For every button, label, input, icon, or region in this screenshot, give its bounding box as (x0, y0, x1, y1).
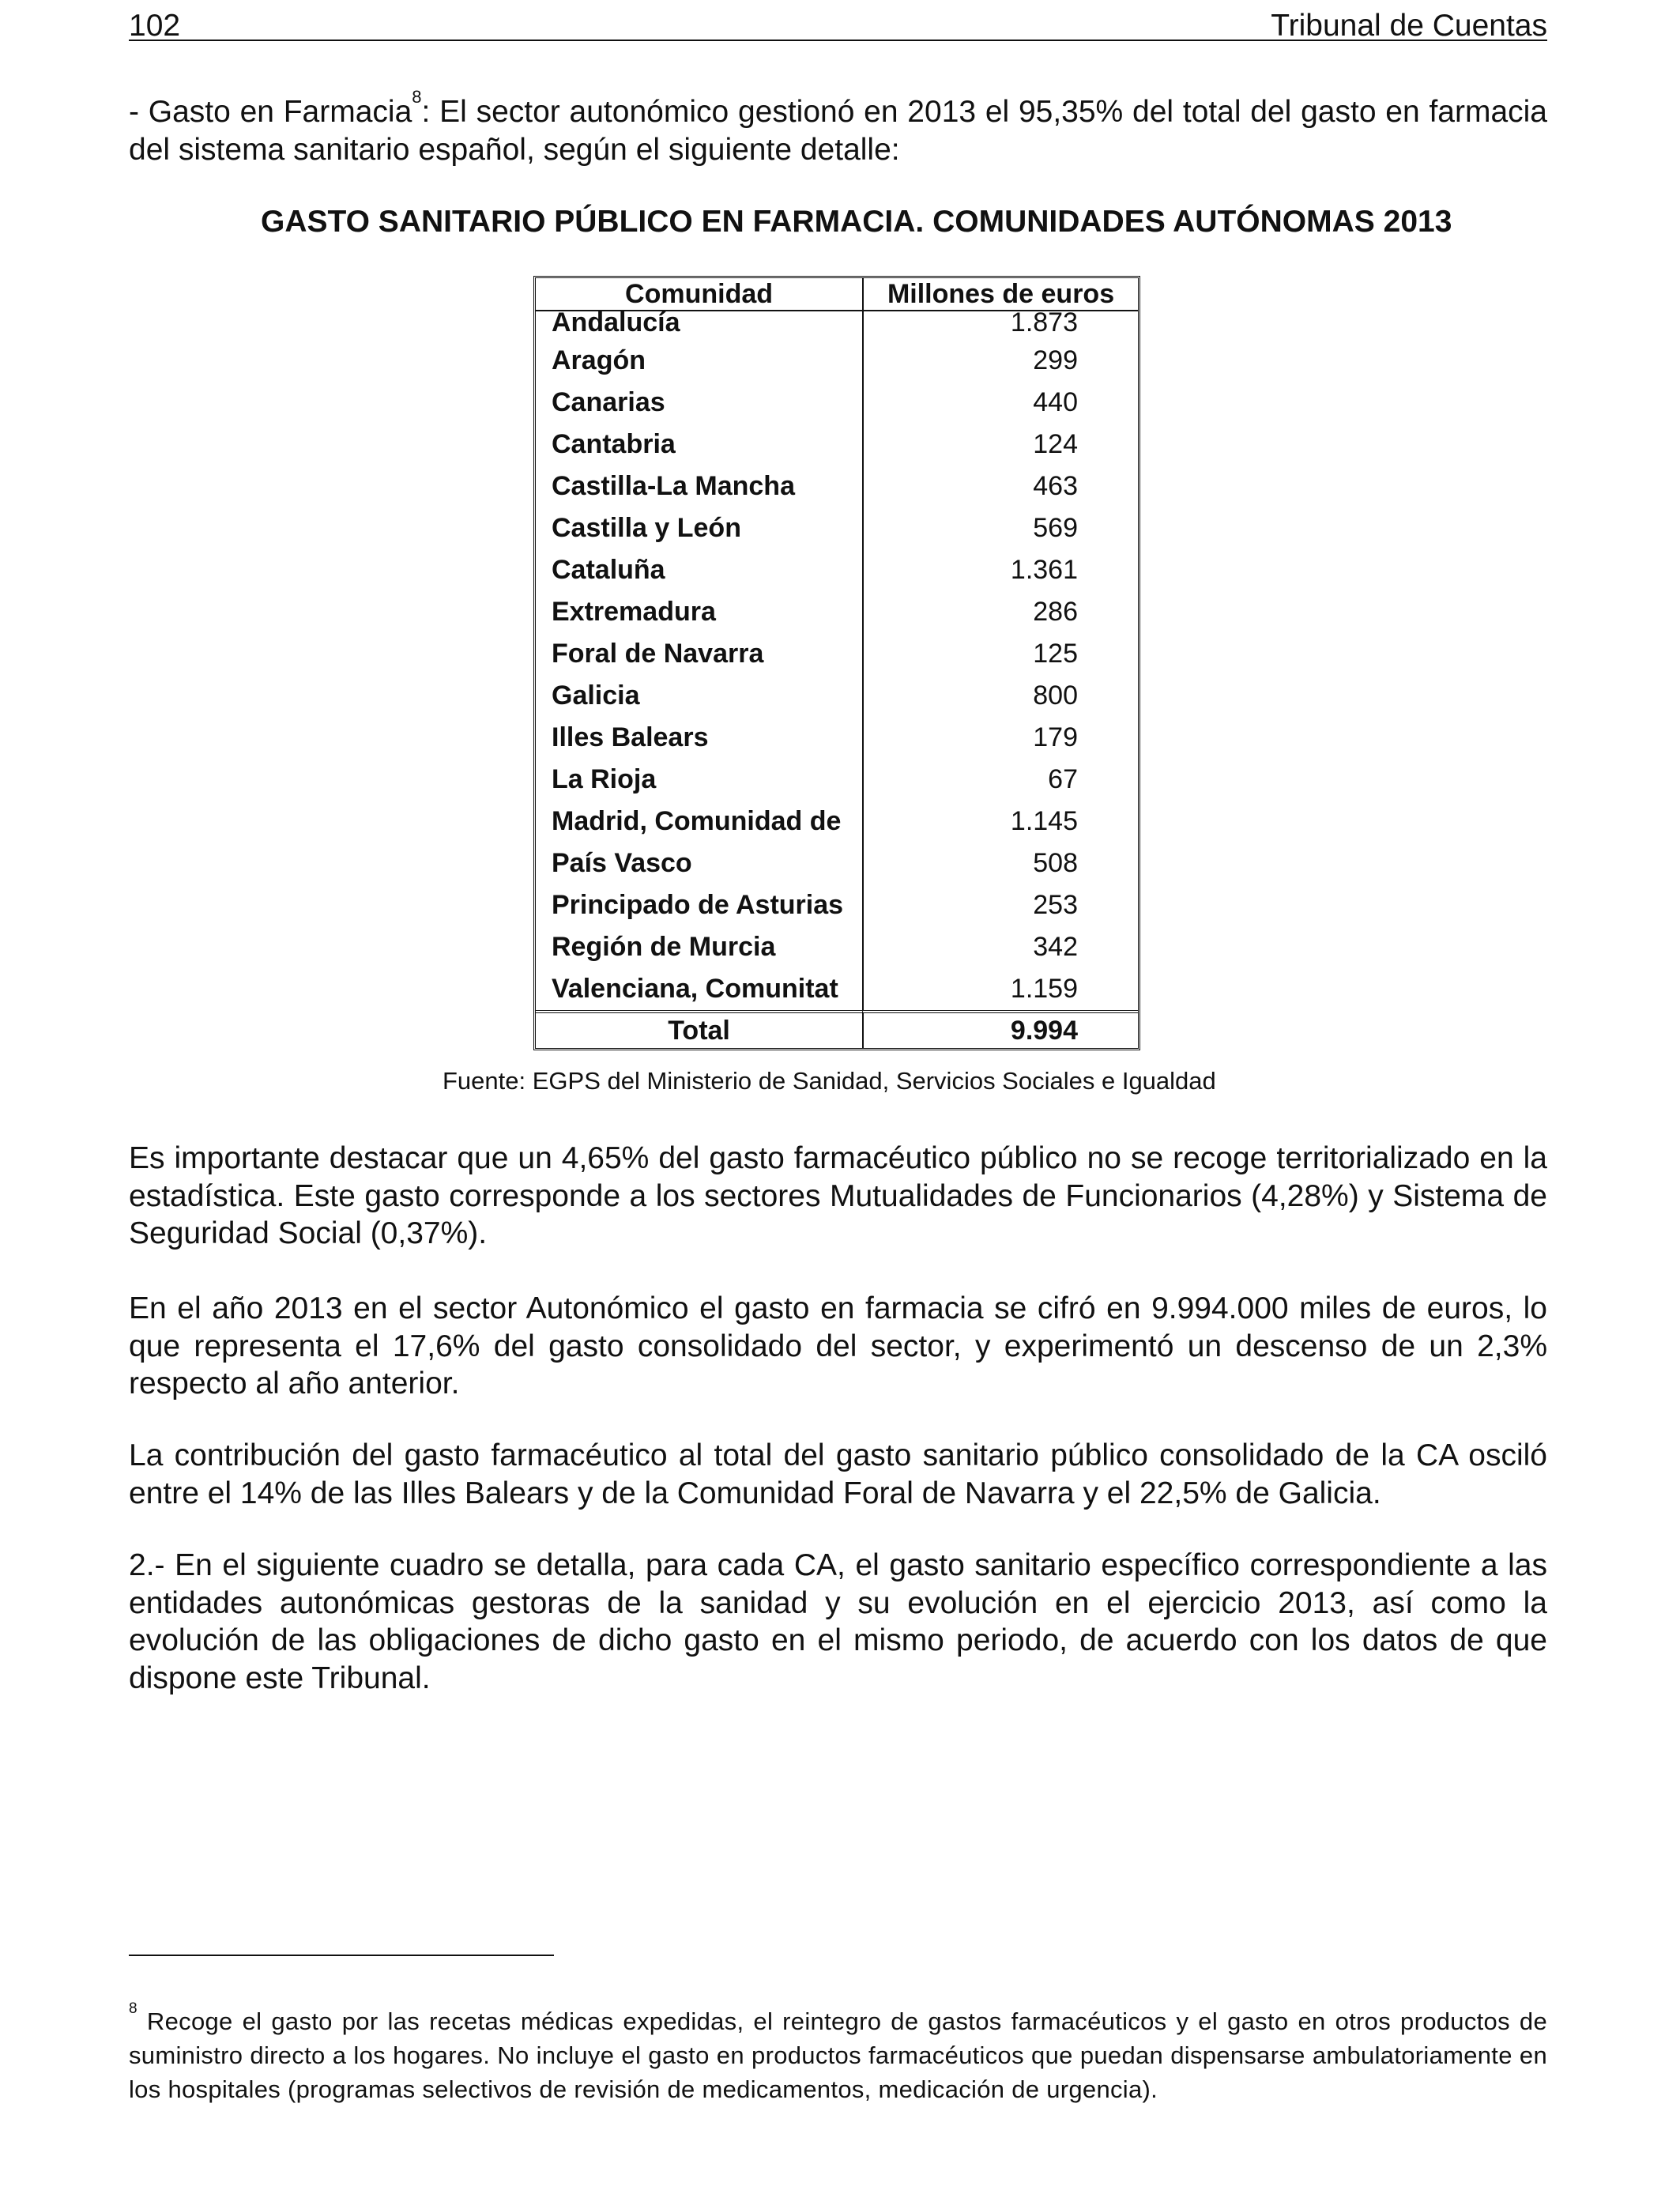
community-name-cell: Cantabria (552, 429, 676, 459)
table-row (536, 926, 1138, 968)
spending-value-cell: 67 (862, 759, 1138, 801)
spending-value-cell: 569 (862, 507, 1138, 549)
spending-value-cell: 440 (862, 382, 1138, 424)
community-name-cell: Andalucía (552, 307, 680, 337)
community-name-cell: Región de Murcia (552, 932, 776, 962)
table-row (536, 466, 1138, 507)
spending-value-cell: 299 (862, 340, 1138, 382)
intro-rest: : El sector autonómico gestionó en 2013 el 95,35% del total del gasto en farmacia del sistema sanitario español, según el siguiente detalle: (129, 95, 1547, 167)
table-body (536, 307, 1138, 1010)
column-header-community: Comunidad (536, 278, 862, 311)
spending-value-cell: 253 (862, 884, 1138, 926)
community-name-cell: Foral de Navarra (552, 639, 764, 669)
community-name-cell: Illes Balears (552, 722, 709, 752)
spending-value-cell: 1.361 (862, 549, 1138, 591)
spending-value-cell: 125 (862, 633, 1138, 675)
spending-value-cell: 1.873 (862, 311, 1138, 340)
page-number: 102 (129, 9, 181, 43)
table-row (536, 424, 1138, 466)
footnote-number: 8 (129, 2000, 137, 2017)
table-row (536, 843, 1138, 884)
spending-value-cell: 508 (862, 843, 1138, 884)
table-row (536, 801, 1138, 843)
total-value: 9.994 (862, 1010, 1138, 1048)
table-title: GASTO SANITARIO PÚBLICO EN FARMACIA. COMUNIDADES AUTÓNOMAS 2013 (261, 205, 1452, 239)
community-name-cell: Castilla-La Mancha (552, 471, 795, 501)
table-row (536, 549, 1138, 591)
table-row (536, 382, 1138, 424)
community-name-cell: Castilla y León (552, 513, 741, 543)
footnote-text: Recoge el gasto por las recetas médicas expedidas, el reintegro de gastos farmacéuticos y el gasto en otros productos de suministro directo a los hogares. No incluye el gasto en productos farmacéuticos que puedan dispensarse ambulatoriamente en los hospitales (programas selectivos de revisión de medicamentos, medicación de urgencia). (129, 2007, 1547, 2103)
spending-value-cell: 124 (862, 424, 1138, 466)
footnote (129, 2000, 1547, 2106)
table-row (536, 675, 1138, 717)
paragraph-autonomic-spending: En el año 2013 en el sector Autonómico el gasto en farmacia se cifró en 9.994.000 miles de euros, lo que representa el 17,6% del gasto consolidado del sector, y experimentó un descenso de un 2,3% respecto al año anterior. (129, 1291, 1547, 1400)
community-name-cell: Principado de Asturias (552, 890, 844, 920)
spending-value-cell: 463 (862, 466, 1138, 507)
column-header-millions: Millones de euros (862, 278, 1138, 311)
spending-value-cell: 1.159 (862, 968, 1138, 1010)
community-name-cell: Cataluña (552, 555, 665, 585)
community-name-cell: Canarias (552, 387, 665, 417)
table-row (536, 591, 1138, 633)
table-total-row (536, 1010, 1138, 1048)
pharmacy-spending-table (533, 276, 1140, 1050)
community-name-cell: País Vasco (552, 848, 692, 878)
header-rule (129, 40, 1547, 41)
table-row (536, 340, 1138, 382)
paragraph-next-table-intro: 2.- En el siguiente cuadro se detalla, para cada CA, el gasto sanitario específico correspondiente a las entidades autonómicas gestoras de la sanidad y su evolución en el ejercicio 2013, así como la evolución de las obligaciones de dicho gasto en el mismo periodo, de acuerdo con los datos de que dispone este Tribunal. (129, 1548, 1547, 1695)
table-row (536, 759, 1138, 801)
community-name-cell: Extremadura (552, 597, 716, 627)
paragraph-contribution-range: La contribución del gasto farmacéutico al total del gasto sanitario público consolidado de la CA osciló entre el 14% de las Illes Balears y de la Comunidad Foral de Navarra y el 22,5% de Galicia. (129, 1438, 1547, 1510)
table-row (536, 633, 1138, 675)
running-header-title: Tribunal de Cuentas (1271, 9, 1547, 43)
spending-value-cell: 286 (862, 591, 1138, 633)
footnote-separator (129, 1955, 554, 1956)
table-row (536, 884, 1138, 926)
table-row (536, 311, 1138, 340)
spending-value-cell: 800 (862, 675, 1138, 717)
spending-value-cell: 179 (862, 717, 1138, 759)
table-source-note: Fuente: EGPS del Ministerio de Sanidad, Servicios Sociales e Igualdad (443, 1067, 1216, 1095)
table-row (536, 968, 1138, 1010)
spending-value-cell: 342 (862, 926, 1138, 968)
table-row (536, 507, 1138, 549)
intro-paragraph (129, 87, 1547, 168)
table-row (536, 717, 1138, 759)
footnote-reference[interactable]: 8 (412, 87, 422, 107)
total-label: Total (536, 1010, 862, 1048)
community-name-cell: La Rioja (552, 764, 657, 794)
community-name-cell: Valenciana, Comunitat (552, 974, 838, 1004)
community-name-cell: Aragón (552, 345, 646, 375)
paragraph-non-territorialized: Es importante destacar que un 4,65% del gasto farmacéutico público no se recoge territorializado en la estadística. Este gasto corresponde a los sectores Mutualidades de Funcionarios (4,28%) y Sistema de Seguridad Social (0,37%). (129, 1141, 1547, 1250)
community-name-cell: Galicia (552, 680, 640, 711)
spending-value-cell: 1.145 (862, 801, 1138, 843)
table-header-row (536, 278, 1138, 311)
community-name-cell: Madrid, Comunidad de (552, 806, 842, 836)
intro-lead: - Gasto en Farmacia (129, 95, 412, 129)
